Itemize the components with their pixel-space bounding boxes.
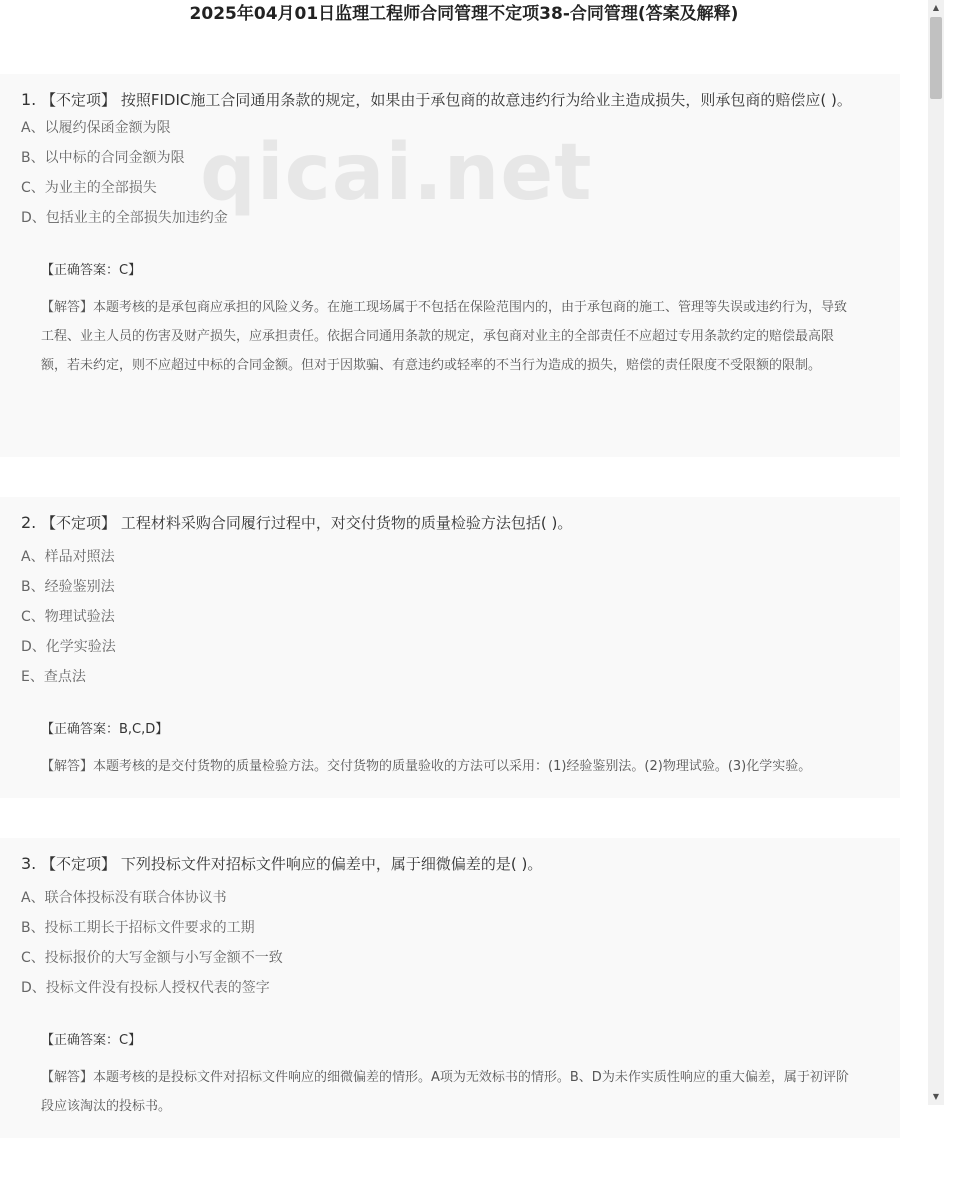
question-stem <box>0 74 900 112</box>
correct-answer: 【正确答案：B,C,D】 <box>41 722 169 737</box>
question-text: 按照FIDIC施工合同通用条款的规定，如果由于承包商的故意违约行为给业主造成损失，则承包商的赔偿应( )。 <box>120 91 852 109</box>
option-b[interactable]: B、投标工期长于招标文件要求的工期 <box>21 920 255 936</box>
question-text: 下列投标文件对招标文件响应的偏差中，属于细微偏差的是( )。 <box>120 855 543 873</box>
question-number: 2. <box>21 513 37 532</box>
option-list <box>0 113 900 233</box>
answer-explanation: 【解答】本题考核的是投标文件对招标文件响应的细微偏差的情形。A项为无效标书的情形。B、D为未作实质性响应的重大偏差，属于初评阶段应该淘汰的投标书。 <box>41 1070 849 1114</box>
answer-explanation: 【解答】本题考核的是承包商应承担的风险义务。在施工现场属于不包括在保险范围内的，由于承包商的施工、管理等失误或违约行为，导致工程、业主人员的伤害及财产损失，应承担责任。依据合同通用条款的规定，承包商对业主的全部责任不应超过专用条款约定的赔偿最高限额，若未约定，则不应超过中标的合同金额。但对于因欺骗、有意违约或轻率的不当行为造成的损失，赔偿的责任限度不受限额的限制。 <box>41 300 848 373</box>
scroll-down-arrow-icon[interactable]: ▼ <box>932 1092 940 1101</box>
option-d[interactable]: D、包括业主的全部损失加违约金 <box>21 210 228 226</box>
option-c[interactable]: C、为业主的全部损失 <box>21 180 157 196</box>
question-card-1 <box>0 74 900 457</box>
answer-explanation: 【解答】本题考核的是交付货物的质量检验方法。交付货物的质量验收的方法可以采用：(1)经验鉴别法。(2)物理试验。(3)化学实验。 <box>41 759 812 774</box>
correct-answer: 【正确答案：C】 <box>41 1033 142 1048</box>
option-d[interactable]: D、投标文件没有投标人授权代表的签字 <box>21 980 270 996</box>
question-stem <box>0 497 900 535</box>
option-d[interactable]: D、化学实验法 <box>21 639 116 655</box>
question-number: 1. <box>21 90 37 109</box>
option-list <box>0 542 900 692</box>
question-stem <box>0 838 900 876</box>
question-type: 【不定项】 <box>41 514 117 532</box>
option-e[interactable]: E、查点法 <box>21 669 86 685</box>
option-a[interactable]: A、联合体投标没有联合体协议书 <box>21 890 227 906</box>
scrollbar-thumb[interactable] <box>930 17 942 99</box>
question-text: 工程材料采购合同履行过程中，对交付货物的质量检验方法包括( )。 <box>120 514 573 532</box>
option-a[interactable]: A、以履约保函金额为限 <box>21 120 171 136</box>
correct-answer: 【正确答案：C】 <box>41 263 142 278</box>
page-title: 2025年04月01日监理工程师合同管理不定项38-合同管理(答案及解释) <box>189 4 739 24</box>
option-b[interactable]: B、经验鉴别法 <box>21 579 115 595</box>
option-list <box>0 883 900 1003</box>
question-card-3 <box>0 838 900 1138</box>
question-type: 【不定项】 <box>41 855 117 873</box>
question-number: 3. <box>21 854 37 873</box>
question-card-2 <box>0 497 900 798</box>
question-type: 【不定项】 <box>41 91 117 109</box>
vertical-scrollbar[interactable] <box>928 0 944 1105</box>
option-a[interactable]: A、样品对照法 <box>21 549 115 565</box>
option-c[interactable]: C、投标报价的大写金额与小写金额不一致 <box>21 950 283 966</box>
option-c[interactable]: C、物理试验法 <box>21 609 115 625</box>
option-b[interactable]: B、以中标的合同金额为限 <box>21 150 185 166</box>
scroll-up-arrow-icon[interactable]: ▲ <box>932 3 940 12</box>
